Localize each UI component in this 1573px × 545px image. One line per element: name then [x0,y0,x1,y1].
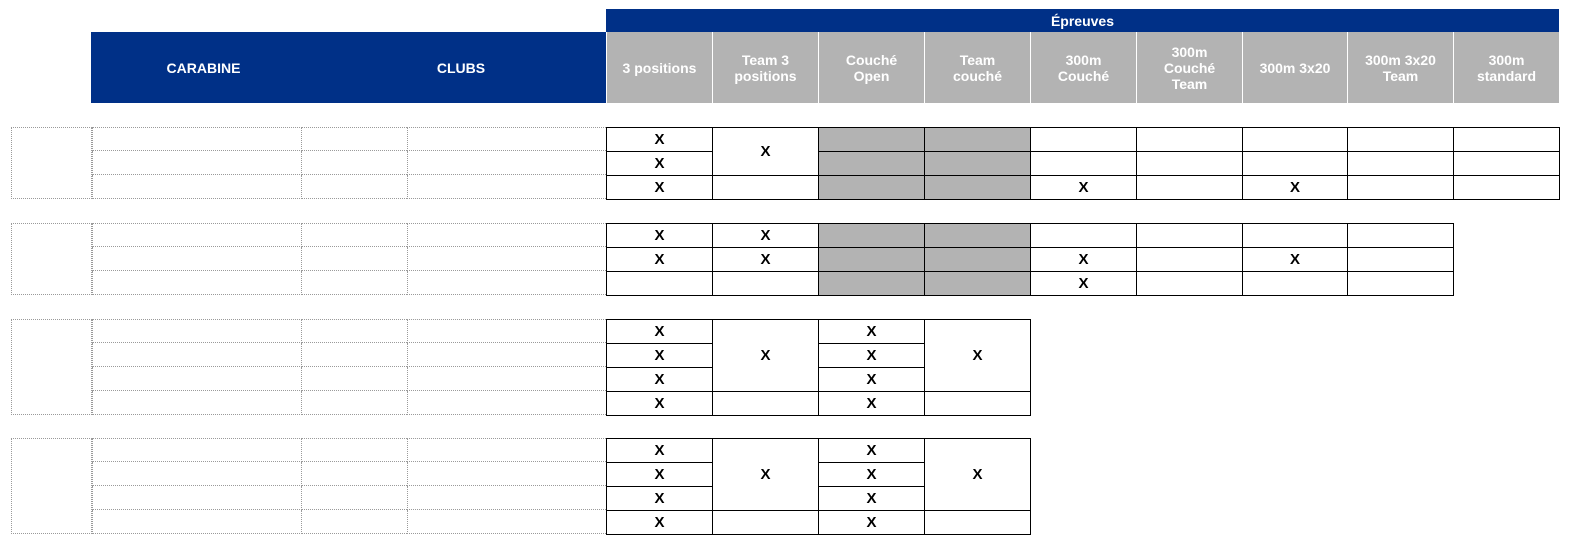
entry-cell-300m-couche-team [1136,127,1243,152]
column-header-300m-3x20 [1242,32,1347,103]
athlete-name [92,343,302,367]
entry-cell-3-positions: X [606,319,713,344]
athlete-name [92,367,302,391]
club-name [407,367,606,391]
entry-cell-team-couche [924,247,1031,272]
athlete-name [92,247,302,271]
entry-cell-couche-open: X [818,438,925,463]
group-label [11,319,92,415]
entry-cell-300m-3x20-team [1347,223,1454,248]
entry-cell-300m-standard [1453,127,1560,152]
column-header-label: 300m 3x20 Team [1365,51,1436,84]
athlete-name [92,391,302,415]
column-header-label: Couché Open [845,51,898,84]
carabine-header: CARABINE [91,32,316,103]
entry-cell-3-positions: X [606,175,713,200]
entry-cell-team-3-positions-team: X [712,319,819,392]
entry-cell-300m-3x20 [1242,127,1348,152]
club-name [407,486,606,510]
entry-cell-3-positions: X [606,462,713,487]
club-name [407,438,606,462]
entry-cell-3-positions: X [606,127,713,152]
entry-cell-team-3-positions [712,391,819,416]
athlete-name [92,127,302,151]
club-name [407,151,606,175]
entry-cell-300m-3x20 [1242,151,1348,176]
club-name [407,127,606,151]
entry-cell-300m-3x20-team [1347,271,1454,296]
club-name [407,462,606,486]
group-label [11,127,92,199]
entry-cell-team-3-positions: X [712,223,819,248]
entry-cell-team-3-positions [712,510,819,535]
entry-cell-300m-couche-team [1136,175,1243,200]
entry-cell-couche-open: X [818,319,925,344]
entry-cell-3-positions: X [606,223,713,248]
club-name [407,271,606,295]
epreuves-header: Épreuves [606,9,1559,32]
column-header-300m-3x20-team [1347,32,1453,103]
athlete-name [92,271,302,295]
column-header-label: 3 positions [622,59,697,76]
column-header-3-positions [606,32,712,103]
entry-cell-couche-open [818,271,925,296]
entry-cell-team-couche [924,151,1031,176]
license-number [302,462,407,486]
entry-cell-couche-open [818,175,925,200]
entry-cell-300m-3x20-team [1347,127,1454,152]
entry-cell-300m-3x20 [1242,223,1348,248]
license-number [302,271,407,295]
column-header-label: Team couché [952,51,1002,84]
athlete-name [92,438,302,462]
column-header-300m-couche-team [1136,32,1242,103]
entry-cell-3-positions: X [606,343,713,368]
entry-cell-300m-couche [1030,223,1137,248]
entry-cell-3-positions: X [606,391,713,416]
license-number [302,367,407,391]
athlete-name [92,223,302,247]
entry-cell-300m-3x20-team [1347,247,1454,272]
license-number [302,486,407,510]
club-name [407,391,606,415]
entry-cell-team-couche [924,175,1031,200]
column-header-label: 300m 3x20 [1259,59,1331,76]
entry-cell-300m-3x20: X [1242,247,1348,272]
athlete-name [92,510,302,534]
entry-cell-couche-open: X [818,510,925,535]
license-number [302,247,407,271]
column-header-300m-couche [1030,32,1136,103]
entry-cell-3-positions: X [606,367,713,392]
entry-cell-team-3-positions-team: X [712,438,819,511]
entry-cell-couche-open [818,127,925,152]
entry-cell-team-couche [924,223,1031,248]
license-number [302,438,407,462]
entry-cell-team-couche-team: X [924,319,1031,392]
entry-cell-300m-couche [1030,151,1137,176]
license-number [302,175,407,199]
license-number [302,319,407,343]
entry-cell-300m-3x20-team [1347,151,1454,176]
club-name [407,247,606,271]
entry-cell-300m-couche: X [1030,271,1137,296]
entry-cell-team-couche [924,391,1031,416]
entry-cell-team-3-positions [712,271,819,296]
athlete-name [92,486,302,510]
column-header-300m-standard [1453,32,1559,103]
entry-cell-team-couche [924,127,1031,152]
entry-cell-couche-open: X [818,486,925,511]
clubs-header: CLUBS [316,32,606,103]
entry-cell-team-3-positions [712,175,819,200]
club-name [407,175,606,199]
license-number [302,151,407,175]
entry-cell-team-couche-team: X [924,438,1031,511]
column-header-label: Team 3 positions [734,51,797,84]
entry-cell-300m-couche: X [1030,175,1137,200]
entry-cell-300m-couche-team [1136,247,1243,272]
athlete-name [92,319,302,343]
entry-cell-couche-open: X [818,367,925,392]
column-header-team-couche [924,32,1030,103]
license-number [302,127,407,151]
entry-cell-300m-couche-team [1136,151,1243,176]
group-label [11,223,92,295]
entry-cell-3-positions [606,271,713,296]
entry-cell-couche-open [818,247,925,272]
license-number [302,223,407,247]
license-number [302,391,407,415]
entry-cell-couche-open: X [818,391,925,416]
entry-cell-couche-open [818,223,925,248]
entry-cell-300m-3x20-team [1347,175,1454,200]
athlete-name [92,151,302,175]
entry-cell-3-positions: X [606,438,713,463]
athlete-name [92,175,302,199]
entry-cell-3-positions: X [606,247,713,272]
entry-cell-300m-standard [1453,151,1560,176]
group-label [11,438,92,534]
column-header-label: 300m standard [1476,51,1537,84]
license-number [302,510,407,534]
entry-cell-3-positions: X [606,486,713,511]
entry-cell-couche-open [818,151,925,176]
club-name [407,343,606,367]
column-header-label: 300m Couché [1057,51,1110,84]
entry-cell-3-positions: X [606,510,713,535]
club-name [407,223,606,247]
column-header-team-3-positions [712,32,818,103]
license-number [302,343,407,367]
entry-cell-team-couche [924,271,1031,296]
club-name [407,510,606,534]
entry-cell-300m-couche-team [1136,271,1243,296]
athlete-name [92,462,302,486]
entry-cell-team-couche [924,510,1031,535]
entry-cell-3-positions: X [606,151,713,176]
club-name [407,319,606,343]
entry-cell-300m-standard [1453,175,1560,200]
entry-cell-couche-open: X [818,343,925,368]
entry-cell-300m-3x20: X [1242,175,1348,200]
entry-cell-300m-3x20 [1242,271,1348,296]
entry-cell-couche-open: X [818,462,925,487]
column-header-couche-open [818,32,924,103]
entry-cell-team-3-positions: X [712,247,819,272]
entry-cell-team-3-positions-team: X [712,127,819,176]
entry-cell-300m-couche: X [1030,247,1137,272]
entry-cell-300m-couche-team [1136,223,1243,248]
column-header-label: 300m Couché Team [1163,43,1216,92]
entry-cell-300m-couche [1030,127,1137,152]
